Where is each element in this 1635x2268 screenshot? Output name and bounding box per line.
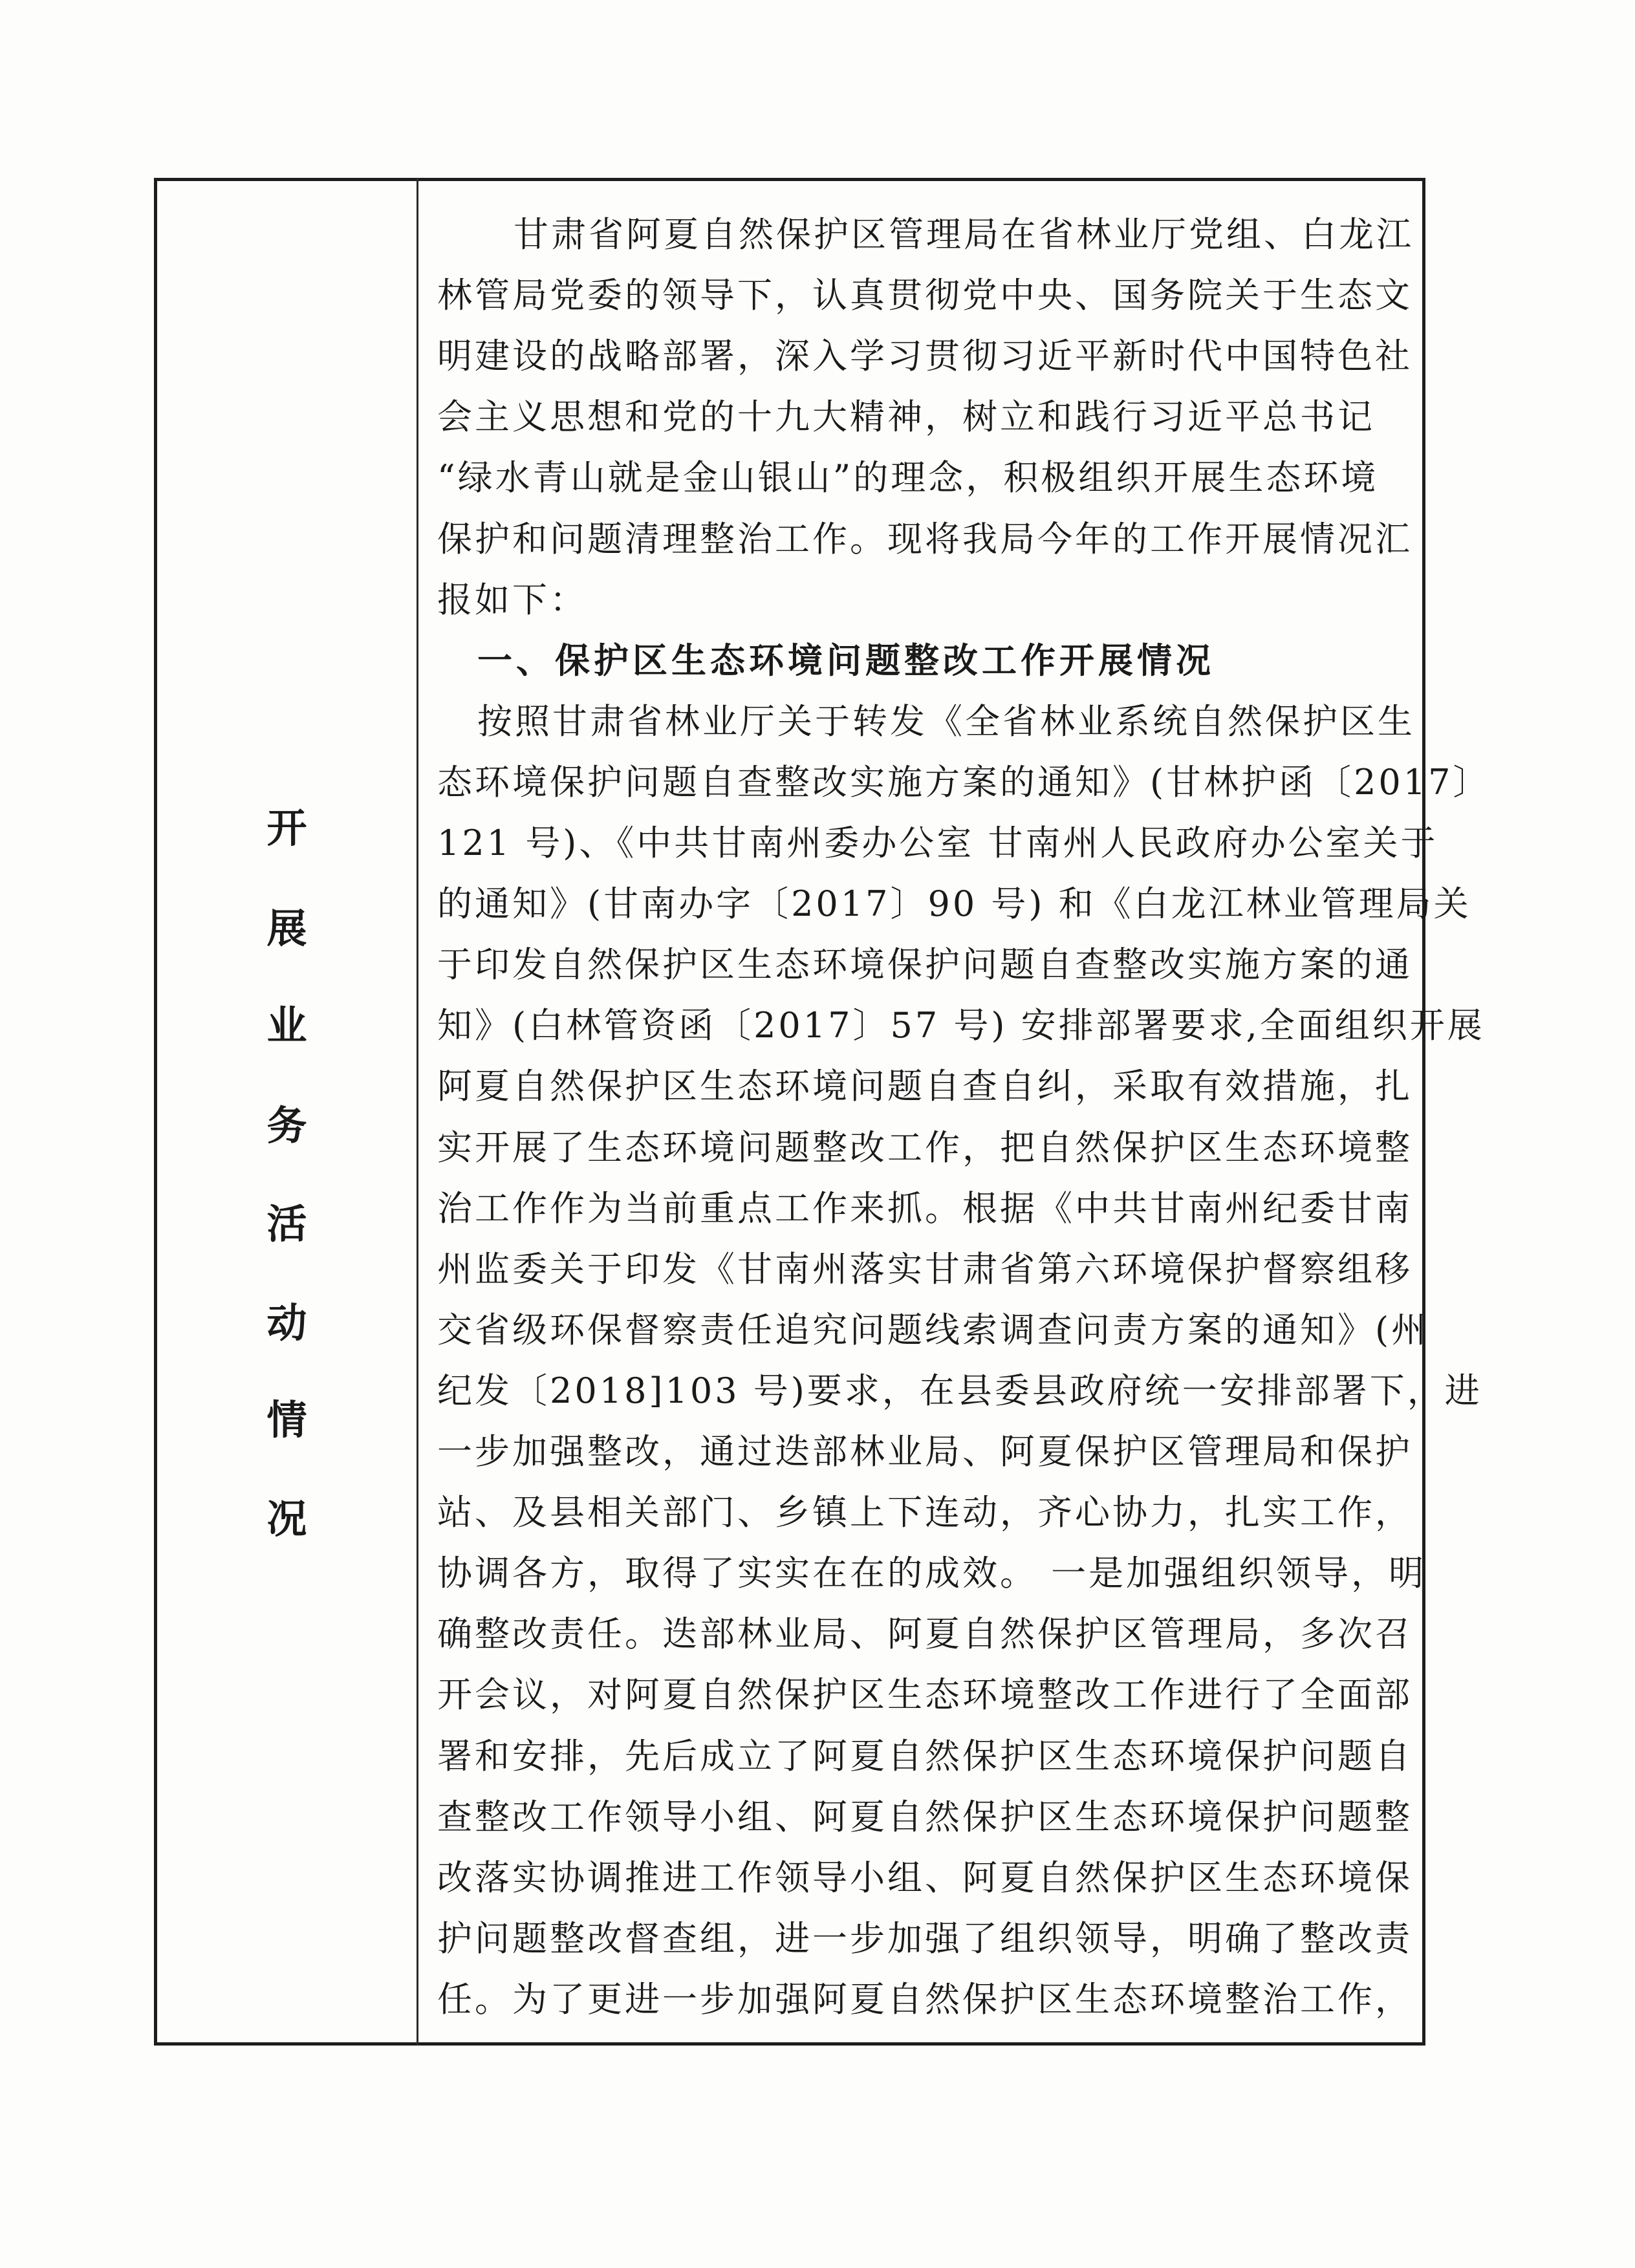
body-text-line: 甘肃省阿夏自然保护区管理局在省林业厅党组、白龙江 bbox=[514, 214, 1414, 255]
body-text-line: 确整改责任。迭部林业局、阿夏自然保护区管理局，多次召 bbox=[437, 1614, 1413, 1654]
body-text-line: 协调各方，取得了实实在在的成效。 一是加强组织领导，明 bbox=[437, 1553, 1427, 1593]
body-text-line: 治工作作为当前重点工作来抓。根据《中共甘南州纪委甘南 bbox=[437, 1188, 1413, 1229]
row-label-char: 动 bbox=[266, 1299, 307, 1346]
section-heading: 一、保护区生态环境问题整改工作开展情况 bbox=[477, 640, 1215, 681]
body-text-line: 查整改工作领导小组、阿夏自然保护区生态环境保护问题整 bbox=[437, 1797, 1413, 1837]
body-text-line: 121 号)、《中共甘南州委办公室 甘南州人民政府办公室关于 bbox=[437, 823, 1438, 863]
row-label-column bbox=[157, 181, 417, 2042]
row-label-char: 务 bbox=[266, 1102, 307, 1149]
column-divider bbox=[417, 178, 418, 2046]
report-body bbox=[437, 207, 1491, 2037]
body-text-line: 交省级环保督察责任追究问题线索调查问责方案的通知》(州 bbox=[437, 1310, 1429, 1350]
row-label-char: 情 bbox=[266, 1396, 307, 1443]
body-text-line: 明建设的战略部署，深入学习贯彻习近平新时代中国特色社 bbox=[437, 336, 1413, 376]
body-text-line: 一步加强整改，通过迭部林业局、阿夏保护区管理局和保护 bbox=[437, 1431, 1413, 1472]
body-text-line: 实开展了生态环境问题整改工作，把自然保护区生态环境整 bbox=[437, 1127, 1413, 1168]
body-text-line: 保护和问题清理整治工作。现将我局今年的工作开展情况汇 bbox=[437, 519, 1413, 559]
body-text-line: 署和安排，先后成立了阿夏自然保护区生态环境保护问题自 bbox=[437, 1736, 1413, 1777]
body-text-line: 会主义思想和党的十九大精神，树立和践行习近平总书记 bbox=[437, 396, 1375, 437]
body-text-line: 改落实协调推进工作领导小组、阿夏自然保护区生态环境保 bbox=[437, 1857, 1413, 1898]
body-text-line: 于印发自然保护区生态环境保护问题自查整改实施方案的通 bbox=[437, 944, 1413, 985]
body-text-line: 的通知》(甘南办字〔2017〕90 号) 和《白龙江林业管理局关 bbox=[437, 883, 1471, 924]
row-label-char: 开 bbox=[266, 805, 307, 852]
body-text-line: 开会议，对阿夏自然保护区生态环境整改工作进行了全面部 bbox=[437, 1674, 1413, 1715]
row-label-char: 展 bbox=[266, 905, 307, 952]
body-text-line: 站、及县相关部门、乡镇上下连动，齐心协力，扎实工作， bbox=[437, 1492, 1413, 1533]
body-text-line: 州监委关于印发《甘南州落实甘肃省第六环境保护督察组移 bbox=[437, 1249, 1413, 1290]
body-text-line: 阿夏自然保护区生态环境问题自查自纠，采取有效措施，扎 bbox=[437, 1066, 1413, 1107]
row-label-char: 况 bbox=[266, 1495, 307, 1542]
row-label-char: 活 bbox=[266, 1200, 307, 1247]
body-text-line: 任。为了更进一步加强阿夏自然保护区生态环境整治工作， bbox=[437, 1979, 1413, 2020]
body-text-line: “绿水青山就是金山银山”的理念，积极组织开展生态环境 bbox=[437, 457, 1379, 498]
body-text-line: 按照甘肃省林业厅关于转发《全省林业系统自然保护区生 bbox=[477, 701, 1415, 742]
body-text-line: 林管局党委的领导下，认真贯彻党中央、国务院关于生态文 bbox=[437, 275, 1413, 316]
body-text-line: 护问题整改督查组，进一步加强了组织领导，明确了整改责 bbox=[437, 1918, 1413, 1959]
body-text-line: 态环境保护问题自查整改实施方案的通知》(甘林护函〔2017〕 bbox=[437, 762, 1491, 803]
body-text-line: 知》(白林管资函〔2017〕57 号) 安排部署要求,全面组织开展 bbox=[437, 1005, 1485, 1046]
body-text-line: 纪发〔2018]103 号)要求，在县委县政府统一安排部署下，进 bbox=[437, 1370, 1482, 1411]
body-text-line: 报如下： bbox=[437, 579, 587, 620]
row-label-char: 业 bbox=[266, 1002, 307, 1049]
